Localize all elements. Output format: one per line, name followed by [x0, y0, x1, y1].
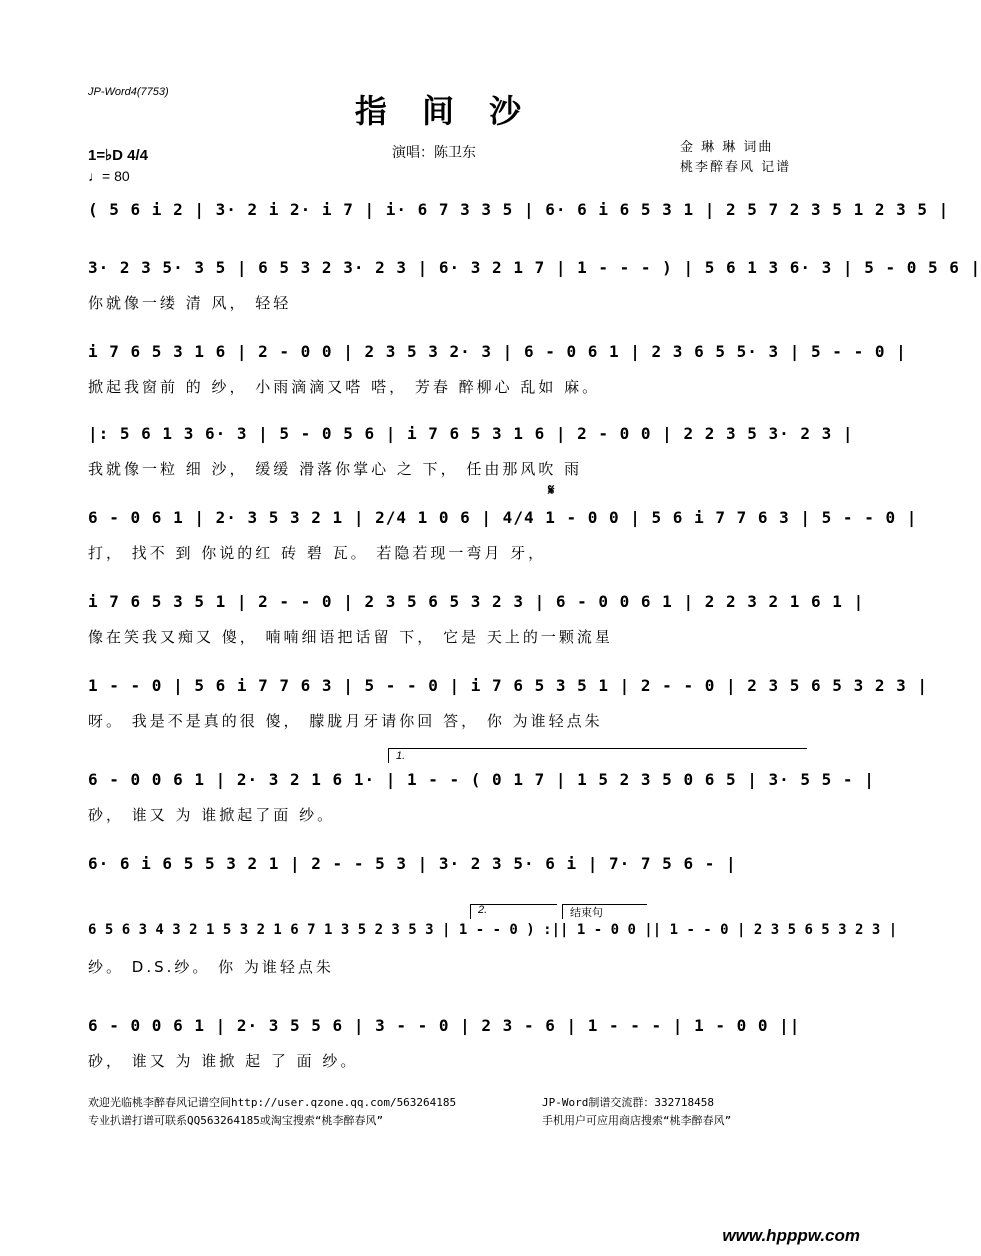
first-ending-bracket — [388, 748, 807, 763]
notes-line: 6 - 0 0 6 1 | 2· 3 2 1 6 1· | 1 - - ( 0 1 7 | 1 5 2 3 5 0 6 5 | 3· 5 5 - | — [88, 770, 875, 789]
segno-sign: 𝄋 — [548, 482, 555, 499]
website-watermark[interactable]: www.hpppw.com — [722, 1226, 860, 1245]
transcriber-credit: 桃李醉春风 记谱 — [680, 160, 792, 175]
singer-credit: 演唱：陈卫东 — [392, 145, 476, 161]
lyrics-line: 纱。 D.S.纱。 你 为谁轻点朱 — [88, 958, 334, 976]
notes-line: 6 - 0 0 6 1 | 2· 3 5 5 6 | 3 - - 0 | 2 3 - 6 | 1 - - - | 1 - 0 0 || — [88, 1016, 801, 1035]
footer-line-2-left: 专业扒谱打谱可联系QQ563264185或淘宝搜索“桃李醉春风” — [88, 1114, 384, 1127]
notes-line: 1 - - 0 | 5 6 i 7 7 6 3 | 5 - - 0 | i 7 6 5 3 5 1 | 2 - - 0 | 2 3 5 6 5 3 2 3 | — [88, 676, 928, 695]
notes-line: |: 5 6 1 3 6· 3 | 5 - 0 5 6 | i 7 6 5 3 1 6 | 2 - 0 0 | 2 2 3 5 3· 2 3 | — [88, 424, 854, 443]
composer-credit: 金 琳 琳 词曲 — [680, 140, 774, 155]
song-title: 指 间 沙 — [354, 92, 534, 130]
lyrics-line: 掀起我窗前 的 纱， 小雨滴滴又嗒 嗒， 芳春 醉柳心 乱如 麻。 — [88, 378, 601, 396]
footer-line-2-right: 手机用户可应用商店搜索“桃李醉春风” — [542, 1114, 732, 1127]
notes-line: 6· 6 i 6 5 5 3 2 1 | 2 - - 5 3 | 3· 2 3 5· 6 i | 7· 7 5 6 - | — [88, 854, 737, 873]
second-ending-label: 2. — [478, 904, 488, 916]
notes-line: 6 - 0 6 1 | 2· 3 5 3 2 1 | 2/4 1 0 6 | 4/4 1 - 0 0 | 5 6 i 7 7 6 3 | 5 - - 0 | — [88, 508, 918, 527]
notes-line: 3· 2 3 5· 3 5 | 6 5 3 2 3· 2 3 | 6· 3 2 1 7 | 1 - - - ) | 5 6 1 3 6· 3 | 5 - 0 5 6 | — [88, 258, 981, 277]
lyrics-line: 我就像一粒 细 沙， 缓缓 滑落你掌心 之 下， 任由那风吹 雨 — [88, 460, 583, 478]
lyrics-line: 呀。 我是不是真的很 傻， 朦胧月牙请你回 答， 你 为谁轻点朱 — [88, 712, 603, 730]
notes-line: ( 5 6 i 2 | 3· 2 i 2· i 7 | i· 6 7 3 3 5 | 6· 6 i 6 5 3 1 | 2 5 7 2 3 5 1 2 3 5 | — [88, 200, 950, 219]
coda-label: 结束句 — [570, 907, 603, 919]
lyrics-line: 砂， 谁又 为 谁掀 起 了 面 纱。 — [88, 1052, 359, 1070]
lyrics-line: 打， 找不 到 你说的红 砖 碧 瓦。 若隐若现一弯月 牙， — [88, 544, 547, 562]
first-ending-label: 1. — [396, 750, 406, 762]
footer-line-1-left: 欢迎光临桃李醉春风记谱空间http://user.qzone.qq.com/563264185 — [88, 1096, 457, 1109]
key-signature: 1=♭D 4/4 — [88, 147, 149, 164]
notes-line: i 7 6 5 3 5 1 | 2 - - 0 | 2 3 5 6 5 3 2 3 | 6 - 0 0 6 1 | 2 2 3 2 1 6 1 | — [88, 592, 865, 611]
lyrics-line: 你就像一缕 清 风， 轻轻 — [88, 294, 292, 312]
lyrics-line: 像在笑我又痴又 傻， 喃喃细语把话留 下， 它是 天上的一颗流星 — [88, 628, 613, 646]
tempo-mark: ♩= 80 — [88, 168, 130, 184]
lyrics-line: 砂， 谁又 为 谁掀起了面 纱。 — [88, 806, 336, 824]
software-tag: JP-Word4(7753) — [88, 86, 169, 98]
notes-line: i 7 6 5 3 1 6 | 2 - 0 0 | 2 3 5 3 2· 3 | 6 - 0 6 1 | 2 3 6 5 5· 3 | 5 - - 0 | — [88, 342, 907, 361]
footer-line-1-right: JP-Word制谱交流群：332718458 — [542, 1096, 714, 1109]
notes-line: 6 5 6 3 4 3 2 1 5 3 2 1 6 7 1 3 5 2 3 5 3 | 1 - - 0 ) :|| 1 - 0 0 || 1 - - 0 | 2 3 5 6 5 3 2 3 | — [88, 922, 898, 938]
